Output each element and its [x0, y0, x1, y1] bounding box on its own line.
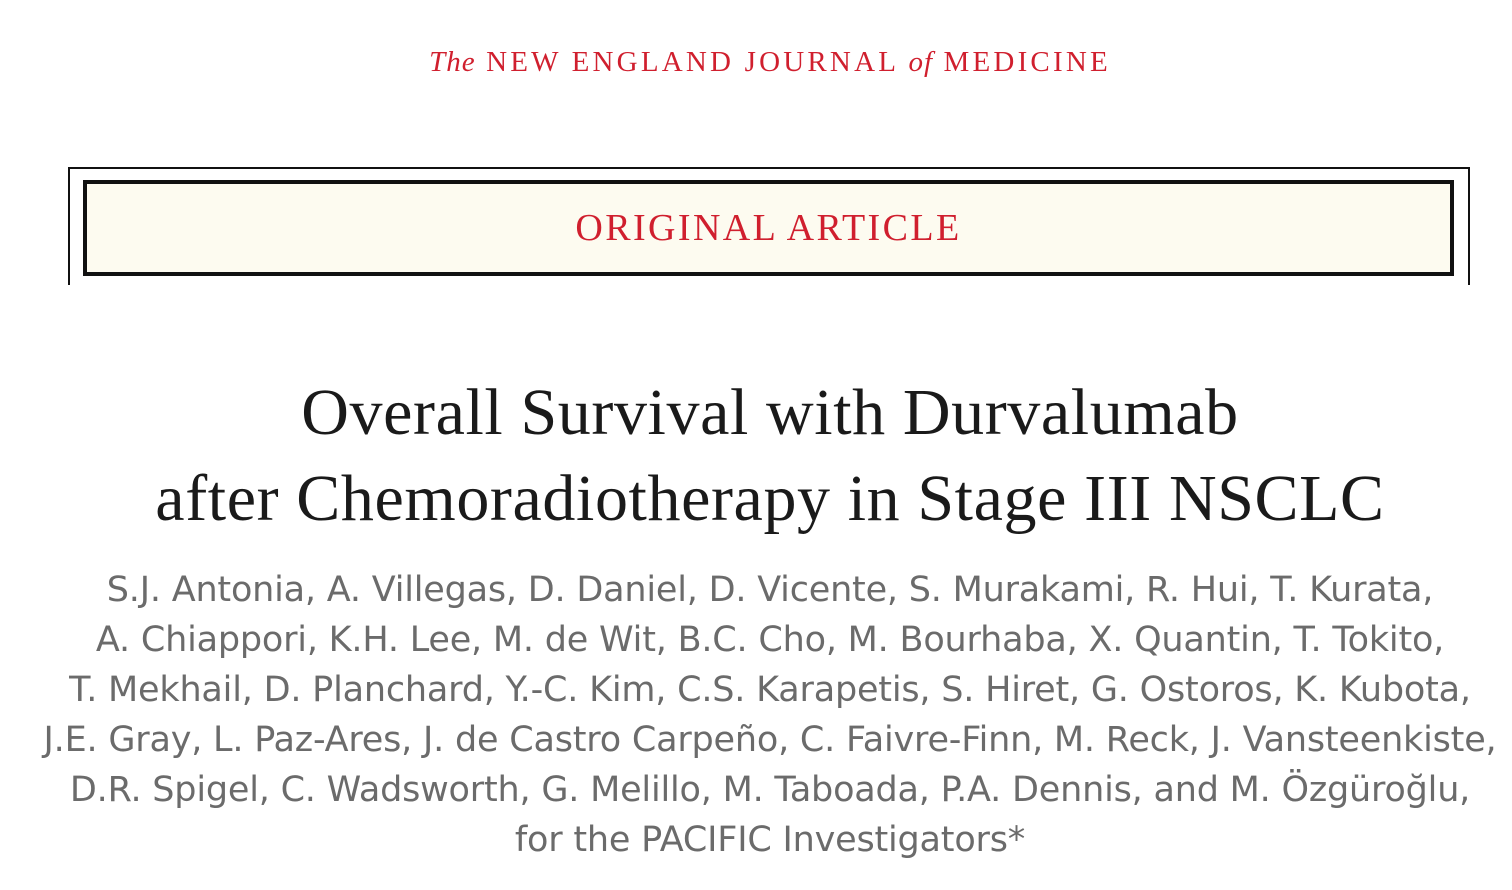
author-line-5: D.R. Spigel, C. Wadsworth, G. Melillo, M. Taboada, P.A. Dennis, and M. Özgüroğlu,	[69, 770, 1471, 810]
frame-left-rule	[68, 167, 70, 285]
title-line-1: Overall Survival with Durvalumab	[301, 376, 1239, 449]
masthead-journal-end: MEDICINE	[943, 46, 1111, 78]
article-type-label: ORIGINAL ARTICLE	[575, 207, 962, 249]
masthead-journal-main: NEW ENGLAND JOURNAL	[486, 46, 899, 78]
author-line-4: J.E. Gray, L. Paz-Ares, J. de Castro Carpeño, C. Faivre-Finn, M. Reck, J. Vansteenkiste,	[43, 720, 1497, 760]
author-list	[0, 565, 1512, 865]
title-line-2: after Chemoradiotherapy in Stage III NSCLC	[155, 462, 1385, 535]
author-line-3: T. Mekhail, D. Planchard, Y.-C. Kim, C.S. Karapetis, S. Hiret, G. Ostoros, K. Kubota,	[69, 670, 1471, 710]
article-type-banner	[83, 180, 1454, 276]
author-line-6: for the PACIFIC Investigators*	[514, 820, 1026, 860]
frame-right-rule	[1468, 167, 1470, 285]
author-line-1: S.J. Antonia, A. Villegas, D. Daniel, D. Vicente, S. Murakami, R. Hui, T. Kurata,	[106, 570, 1434, 610]
article-title	[0, 370, 1512, 542]
frame-top-rule	[68, 167, 1470, 169]
masthead-the: The	[429, 46, 476, 78]
author-line-2: A. Chiappori, K.H. Lee, M. de Wit, B.C. Cho, M. Bourhaba, X. Quantin, T. Tokito,	[95, 620, 1445, 660]
journal-masthead	[0, 46, 1512, 79]
masthead-of: of	[908, 46, 934, 78]
